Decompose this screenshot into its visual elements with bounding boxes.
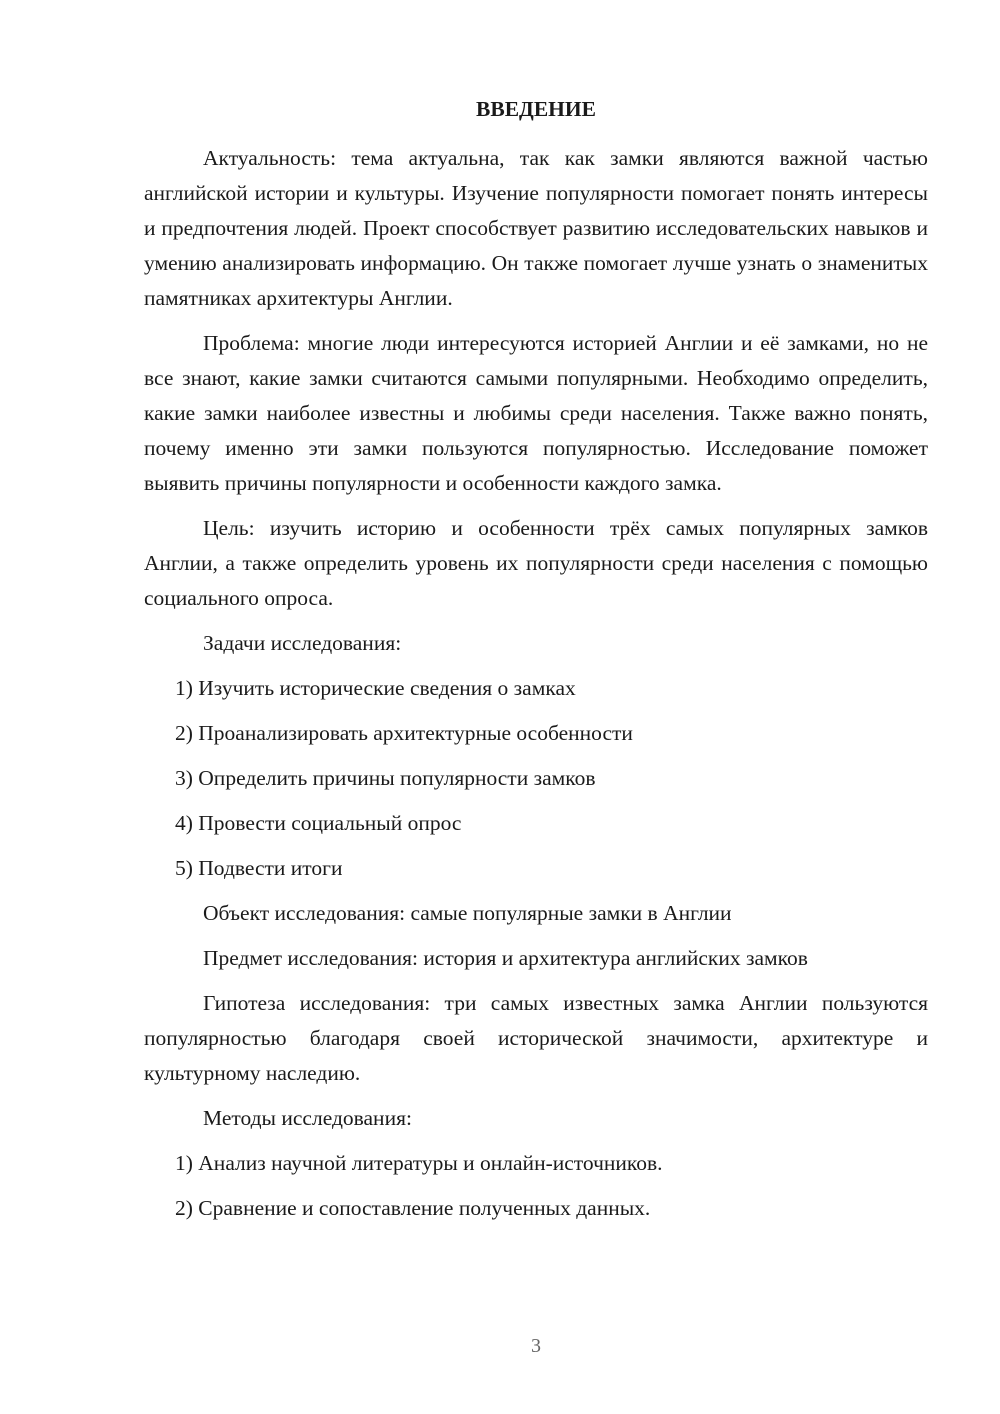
problem-paragraph: Проблема: многие люди интересуются историей Англии и её замками, но не все знают, какие замки считаются самыми популярными. Необходимо определить, какие замки наиболее известны и любимы среди населения. Также важно понять, почему именно эти замки пользуются популярностью. Исследование поможет выявить причины популярности и особенности каждого замка. (144, 331, 928, 495)
section-title: ВВЕДЕНИЕ (476, 97, 596, 121)
list-item: 3) Определить причины популярности замков (175, 766, 596, 790)
list-item: 2) Сравнение и сопоставление полученных данных. (175, 1196, 651, 1220)
list-item: 4) Провести социальный опрос (175, 811, 462, 835)
methods-list (144, 1146, 928, 1226)
research-object: Объект исследования: самые популярные замки в Англии (203, 901, 732, 925)
tasks-heading: Задачи исследования: (203, 631, 402, 655)
page-number: 3 (531, 1335, 541, 1357)
goal-paragraph: Цель: изучить историю и особенности трёх самых популярных замков Англии, а также определить уровень их популярности среди населения с помощью социального опроса. (144, 516, 928, 610)
relevance-paragraph: Актуальность: тема актуальна, так как замки являются важной частью английской истории и культуры. Изучение популярности помогает понять интересы и предпочтения людей. Проект способствует развитию исследовательских навыков и умению анализировать информацию. Он также помогает лучше узнать о знаменитых памятниках архитектуры Англии. (144, 146, 928, 310)
hypothesis-paragraph: Гипотеза исследования: три самых известных замка Англии пользуются популярностью благодаря своей исторической значимости, архитектуре и культурному наследию. (144, 991, 928, 1085)
list-item: 2) Проанализировать архитектурные особенности (175, 721, 633, 745)
list-item: 5) Подвести итоги (175, 856, 343, 880)
list-item: 1) Анализ научной литературы и онлайн-источников. (175, 1151, 663, 1175)
research-subject: Предмет исследования: история и архитектура английских замков (203, 946, 808, 970)
methods-heading: Методы исследования: (203, 1106, 412, 1130)
tasks-list (144, 671, 928, 886)
document-page (144, 92, 928, 1236)
list-item: 1) Изучить исторические сведения о замках (175, 676, 576, 700)
